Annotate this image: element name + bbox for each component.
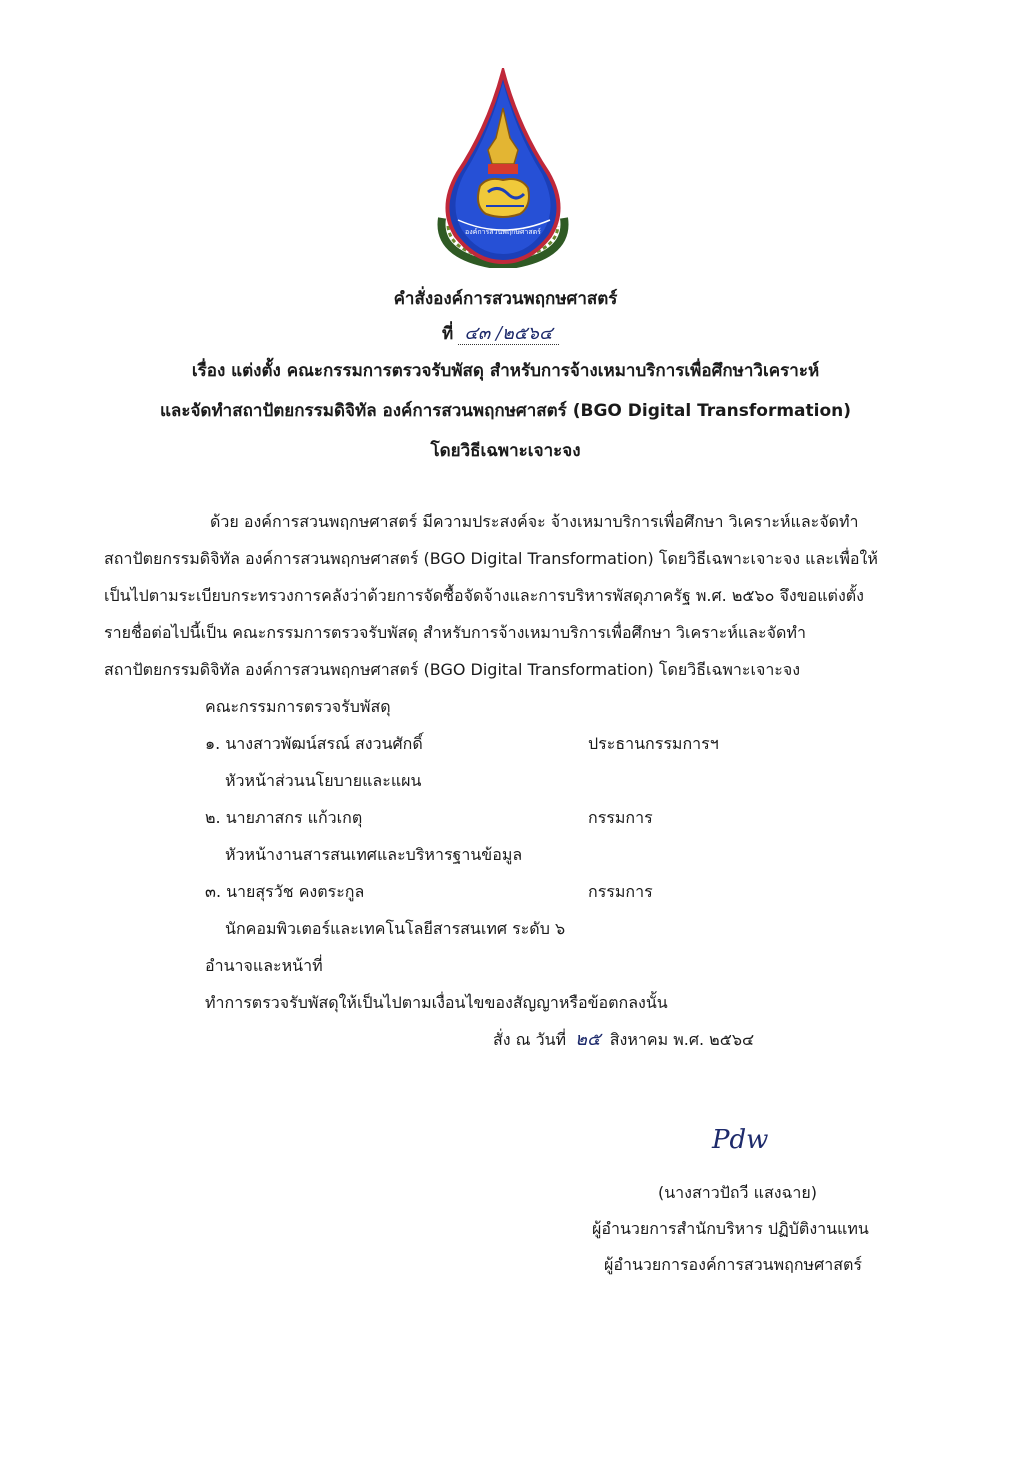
signature-scribble: Pdw <box>712 1125 769 1155</box>
signer-title-1: ผู้อำนวยการสำนักบริหาร ปฏิบัติงานแทน <box>592 1219 869 1238</box>
member-2-role: กรรมการ <box>588 808 653 827</box>
committee-heading: คณะกรรมการตรวจรับพัสดุ <box>205 697 391 716</box>
subject-line-2: และจัดทำสถาปัตยกรรมดิจิทัล องค์การสวนพฤกษศาสตร์ (BGO Digital Transformation) <box>159 401 852 421</box>
member-1-position: หัวหน้าส่วนนโยบายและแผน <box>225 771 422 790</box>
duties-text: ทำการตรวจรับพัสดุให้เป็นไปตามเงื่อนไขของสัญญาหรือข้อตกลงนั้น <box>205 993 668 1012</box>
emblem-ribbon-text: องค์การสวนพฤกษศาสตร์ <box>465 228 541 236</box>
para-line-1: ด้วย องค์การสวนพฤกษศาสตร์ มีความประสงค์จะ จ้างเหมาบริการเพื่อศึกษา วิเคราะห์และจัดทำ <box>210 512 859 531</box>
order-title: คำสั่งองค์การสวนพฤกษศาสตร์ <box>393 289 618 309</box>
member-2-name: ๒. นายภาสกร แก้วเกตุ <box>205 808 363 827</box>
order-date <box>493 1030 754 1050</box>
member-2-position: หัวหน้างานสารสนเทศและบริหารฐานข้อมูล <box>225 845 523 864</box>
member-3-position: นักคอมพิวเตอร์และเทคโนโลยีสารสนเทศ ระดับ ๖ <box>225 919 566 938</box>
subject-line-3: โดยวิธีเฉพาะเจาะจง <box>430 441 581 461</box>
duties-heading: อำนาจและหน้าที่ <box>205 956 323 975</box>
order-number-handwritten: ๔๓ /๒๕๖๔ <box>458 323 558 345</box>
member-1-role: ประธานกรรมการฯ <box>588 734 719 753</box>
subject-line-1: เรื่อง แต่งตั้ง คณะกรรมการตรวจรับพัสดุ สำหรับการจ้างเหมาบริการเพื่อศึกษาวิเคราะห์ <box>191 361 820 381</box>
order-number <box>442 318 559 347</box>
order-number-prefix: ที่ <box>442 324 454 344</box>
order-date-day: ๒๕ <box>575 1029 601 1050</box>
bgo-emblem-logo <box>428 68 578 268</box>
signer-title-2: ผู้อำนวยการองค์การสวนพฤกษศาสตร์ <box>604 1255 862 1274</box>
member-3-name: ๓. นายสุรวัช คงตระกูล <box>205 882 365 901</box>
order-date-prefix: สั่ง ณ วันที่ <box>493 1030 567 1049</box>
para-line-4: รายชื่อต่อไปนี้เป็น คณะกรรมการตรวจรับพัสดุ สำหรับการจ้างเหมาบริการเพื่อศึกษา วิเคราะห์และจัดทำ <box>104 623 806 642</box>
para-line-2: สถาปัตยกรรมดิจิทัล องค์การสวนพฤกษศาสตร์ (BGO Digital Transformation) โดยวิธีเฉพาะเจาะจง และเพื่อให้ <box>104 549 878 568</box>
member-3-role: กรรมการ <box>588 882 653 901</box>
order-date-suffix: สิงหาคม พ.ศ. ๒๕๖๔ <box>609 1030 755 1049</box>
para-line-3: เป็นไปตามระเบียบกระทรวงการคลังว่าด้วยการจัดซื้อจัดจ้างและการบริหารพัสดุภาครัฐ พ.ศ. ๒๕๖๐ จึงขอแต่งตั้ง <box>104 586 864 605</box>
member-1-name: ๑. นางสาวพัฒน์สรณ์ สงวนศักดิ์ <box>205 734 423 753</box>
signer-name: (นางสาวปัถวี แสงฉาย) <box>658 1183 818 1202</box>
para-line-5: สถาปัตยกรรมดิจิทัล องค์การสวนพฤกษศาสตร์ (BGO Digital Transformation) โดยวิธีเฉพาะเจาะจง <box>104 660 801 679</box>
